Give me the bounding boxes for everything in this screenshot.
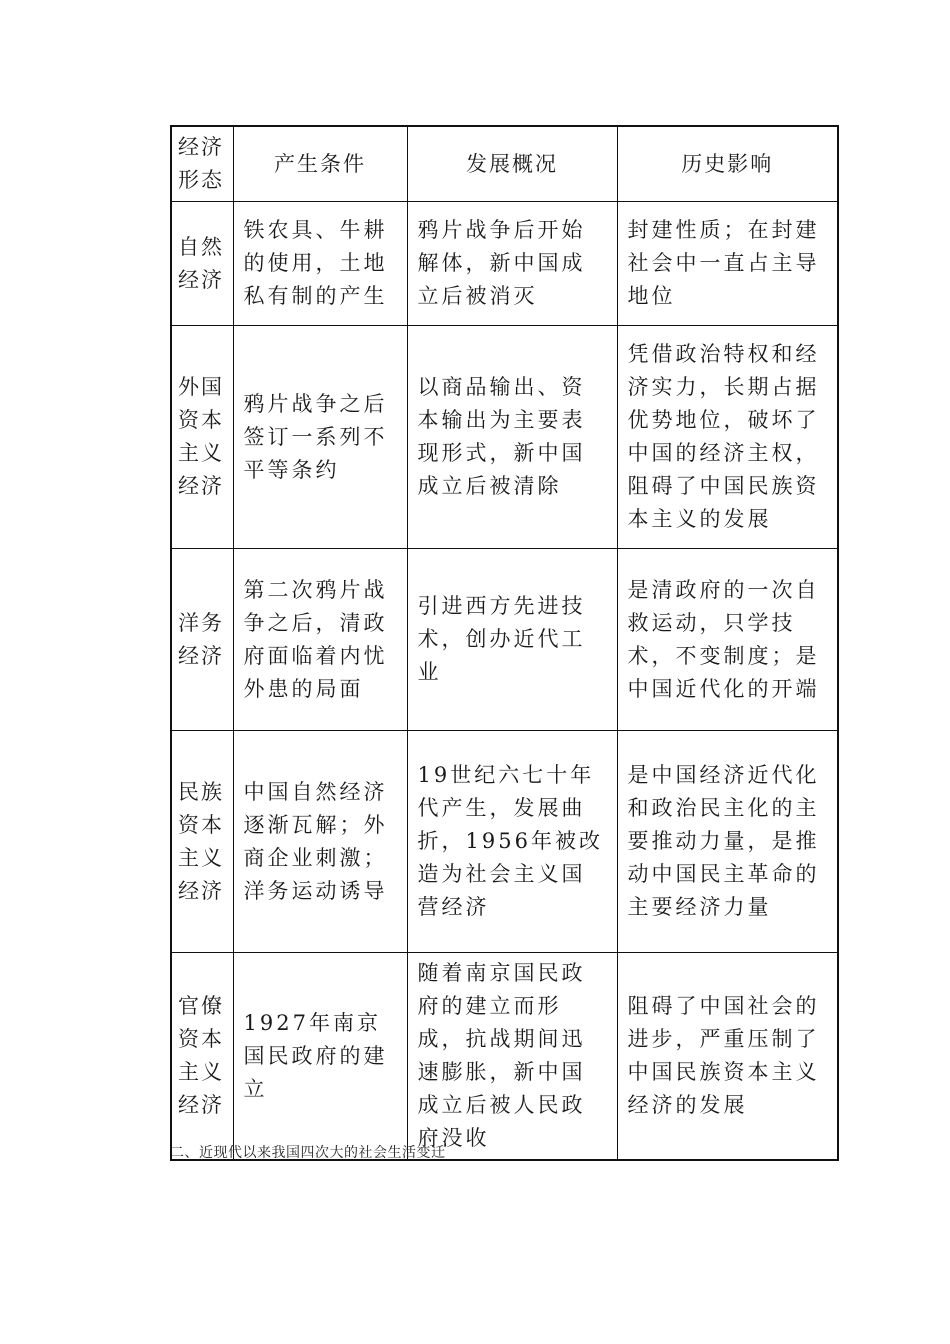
form-cell: 自然经济 xyxy=(171,202,233,326)
table-header-row xyxy=(171,126,838,202)
table-row xyxy=(171,731,838,953)
condition-cell: 1927年南京国民政府的建立 xyxy=(233,953,407,1161)
development-cell: 鸦片战争后开始解体，新中国成立后被消灭 xyxy=(407,202,617,326)
header-development: 发展概况 xyxy=(407,126,617,202)
form-cell: 官僚资本主义经济 xyxy=(171,953,233,1161)
table-row xyxy=(171,953,838,1161)
economy-forms-table xyxy=(170,125,839,1161)
table-row xyxy=(171,326,838,549)
condition-cell: 鸦片战争之后签订一系列不平等条约 xyxy=(233,326,407,549)
condition-cell: 第二次鸦片战争之后，清政府面临着内忧外患的局面 xyxy=(233,549,407,731)
impact-cell: 阻碍了中国社会的进步，严重压制了中国民族资本主义经济的发展 xyxy=(617,953,838,1161)
header-condition: 产生条件 xyxy=(233,126,407,202)
table-row xyxy=(171,549,838,731)
impact-cell: 是清政府的一次自救运动，只学技术，不变制度；是中国近代化的开端 xyxy=(617,549,838,731)
form-cell: 民族资本主义经济 xyxy=(171,731,233,953)
development-cell: 以商品输出、资本输出为主要表现形式，新中国成立后被清除 xyxy=(407,326,617,549)
header-impact: 历史影响 xyxy=(617,126,838,202)
form-cell: 外国资本主义经济 xyxy=(171,326,233,549)
development-cell: 随着南京国民政府的建立而形成，抗战期间迅速膨胀，新中国成立后被人民政府没收 xyxy=(407,953,617,1161)
header-economic-form: 经济形态 xyxy=(171,126,233,202)
condition-cell: 中国自然经济逐渐瓦解；外商企业刺激；洋务运动诱导 xyxy=(233,731,407,953)
impact-cell: 凭借政治特权和经济实力，长期占据优势地位，破坏了中国的经济主权，阻碍了中国民族资本主义的发展 xyxy=(617,326,838,549)
impact-cell: 封建性质；在封建社会中一直占主导地位 xyxy=(617,202,838,326)
impact-cell: 是中国经济近代化和政治民主化的主要推动力量，是推动中国民主革命的主要经济力量 xyxy=(617,731,838,953)
development-cell: 引进西方先进技术，创办近代工业 xyxy=(407,549,617,731)
development-cell: 19世纪六七十年代产生，发展曲折，1956年被改造为社会主义国营经济 xyxy=(407,731,617,953)
form-cell: 洋务经济 xyxy=(171,549,233,731)
section-heading: 二、近现代以来我国四次大的社会生活变迁 xyxy=(170,1145,446,1161)
condition-cell: 铁农具、牛耕的使用，土地私有制的产生 xyxy=(233,202,407,326)
table-row xyxy=(171,202,838,326)
